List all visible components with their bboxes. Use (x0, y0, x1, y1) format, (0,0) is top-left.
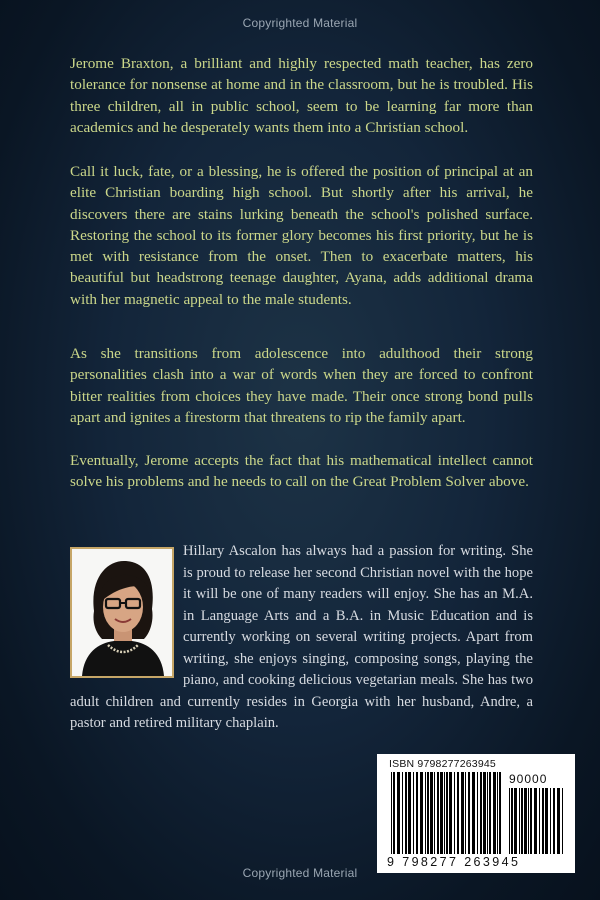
barcode-digits: 9 798277 263945 (387, 855, 521, 869)
blurb-paragraph-3: As she transitions from adolescence into adulthood their strong personalities clash into a war of words when they are forced to confront bitter realities from choices they have made. Their once strong bond pulls apart and ignites a firestorm that threatens to rip the family apart. (70, 345, 533, 426)
blurb-paragraph-1: Jerome Braxton, a brilliant and highly respected math teacher, has zero tolerance for nonsense at home and in the classroom, but he is troubled. His three children, all in public school, seem to be learning far more than academics and he desperately wants them into a Christian school. (70, 55, 533, 136)
isbn-barcode (377, 754, 575, 873)
copyright-watermark-top: Copyrighted Material (242, 16, 358, 30)
price-code: 90000 (509, 772, 548, 786)
copyright-watermark-bottom: Copyrighted Material (242, 866, 358, 880)
blurb-paragraph-4: Eventually, Jerome accepts the fact that his mathematical intellect cannot solve his problems and he needs to call on the Great Problem Solver above. (70, 452, 533, 491)
author-bio-text: Hillary Ascalon has always had a passion for writing. She is proud to release her second Christian novel with the hope it will be one of many readers will enjoy. She has an M.A. in Language Arts and a B.A. in Music Education and is currently working on several writing projects. Apart from writing, she enjoys singing, composing songs, playing the piano, and cooking delicious vegetarian meals. She has two adult children and currently resides in Georgia with her husband, Andre, a pastor and retired military chaplain. (70, 543, 533, 731)
author-bio (70, 541, 533, 735)
author-portrait-image (72, 549, 172, 676)
blurb-paragraph-2: Call it luck, fate, or a blessing, he is offered the position of principal at an elite Christian boarding high school. But shortly after his arrival, he discovers there are stains lurking beneath the school's polished surface. Restoring the school to its former glory becomes his first priority, but he is met with resistance from the onset. Then to exacerbate matters, his beautiful but headstrong teenage daughter, Ayana, adds additional drama with her magnetic appeal to the male students. (70, 163, 533, 308)
isbn-label: ISBN 9798277263945 (389, 758, 496, 770)
author-photo (70, 547, 174, 678)
